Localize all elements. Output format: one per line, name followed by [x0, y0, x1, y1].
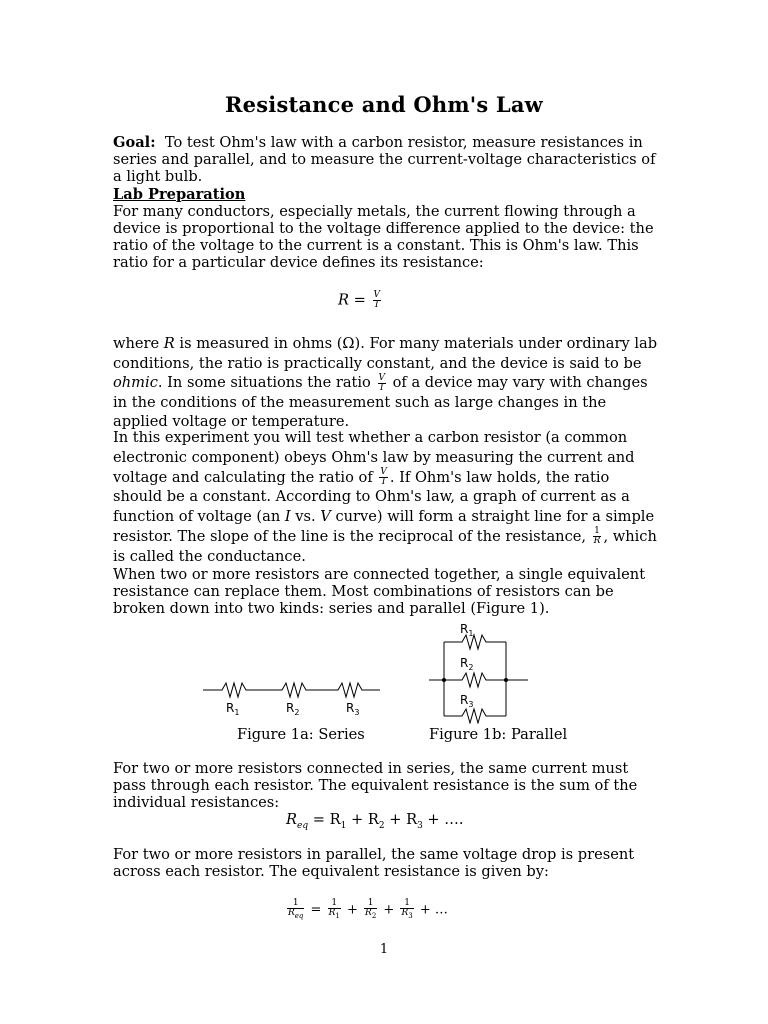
lab-prep-paragraph-1: For many conductors, especially metals, the current flowing through a device is proportional to the voltage difference applied to the device: the ratio of the voltage to the current is a constant. This is Ohm's law. This ratio for a particular device defines its resistance: [113, 203, 654, 271]
parallel-label-r2: $R_2$ [460, 656, 474, 672]
eq-r-lhs: R = [338, 291, 366, 309]
parallel-circuit-diagram [426, 620, 536, 724]
series-label-r3: $R_3$ [346, 701, 360, 717]
parallel-label-r1: $R_1$ [460, 622, 474, 638]
ohms-law-equation [338, 291, 383, 310]
ratio-v-over-i-2: $\frac{V}{I}$ [380, 467, 387, 488]
lab-prep-paragraph-2: where R is measured in ohms (Ω). For many materials under ordinary lab conditions, the ratio is practically constant, and the device is said to be ohmic. In some situations the ratio $\frac{V}{I}$ of a device may vary with changes in the conditions of the measurement such as large changes in the applied voltage or temperature. [113, 335, 658, 430]
series-label-r1: $R_1$ [226, 701, 240, 717]
ohmic-term: ohmic [113, 374, 158, 391]
conductance-one-over-r: $\frac{1}{R}$ [593, 526, 601, 547]
goal-label: Goal: [113, 134, 156, 151]
page-title: Resistance and Ohm's Law [225, 92, 543, 117]
page-number: 1 [379, 942, 389, 957]
goal-text: To test Ohm's law with a carbon resistor, measure resistances in series and parallel, and to measure the current-voltage characteristics of a light bulb. [113, 134, 656, 185]
lab-prep-heading: Lab Preparation [113, 186, 246, 203]
lab-prep-paragraph-3: In this experiment you will test whether a carbon resistor (a common electronic component) obeys Ohm's law by measuring the current and voltage and calculating the ratio of $\frac{V}{I}$ . If Ohm's law holds, the ratio should be a constant. According to Ohm's law, a graph of current as a function of voltage (an I vs. V curve) will form a straight line for a simple resistor. The slope of the line is the reciprocal of the resistance, $\frac{1}{R}$ , which is called the conductance. [113, 429, 657, 565]
series-paragraph: For two or more resistors connected in series, the same current must pass through each resistor. The equivalent resistance is the sum of the individual resistances: [113, 760, 638, 811]
parallel-label-r3: $R_3$ [460, 693, 474, 709]
ratio-v-over-i: $\frac{V}{I}$ [378, 372, 385, 393]
series-label-r2: $R_2$ [286, 701, 300, 717]
eq-v-over-i: $\frac{V}{I}$ [373, 290, 380, 310]
lab-prep-paragraph-4: When two or more resistors are connected together, a single equivalent resistance can replace them. Most combinations of resistors can be broken down into two kinds: series and parallel (Figure 1). [113, 566, 646, 617]
series-circuit-diagram [200, 676, 385, 718]
series-equation: $R_{eq} = R_1 + R_2 + R_3$ + …. [286, 811, 464, 831]
figure-1a-caption: Figure 1a: Series [237, 726, 365, 743]
parallel-paragraph: For two or more resistors in parallel, the same voltage drop is present across each resistor. The equivalent resistance is given by: [113, 846, 635, 880]
lab-prep-section [113, 186, 658, 271]
figure-1b-caption: Figure 1b: Parallel [429, 726, 568, 743]
parallel-equation: $\frac{1}{R_{eq}}$ = $\frac{1}{R_1}$ + $\frac{1}{R_2}$ + $\frac{1}{R_3}$ + … [288, 898, 448, 920]
goal-paragraph [113, 134, 658, 185]
